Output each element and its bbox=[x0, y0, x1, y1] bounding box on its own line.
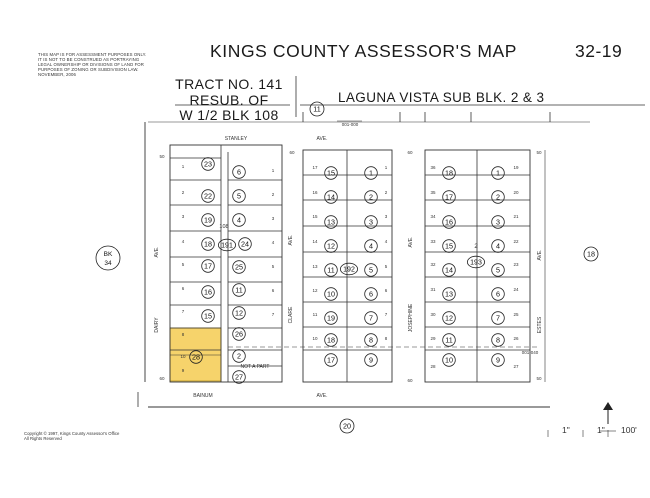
parcel-b2-right-number: 8 bbox=[369, 335, 373, 345]
lot-number: 5 bbox=[384, 264, 388, 269]
parcel-b1-left-number: 17 bbox=[204, 261, 212, 271]
parcel-b3-left-number: 16 bbox=[445, 217, 453, 227]
lot-number: 5 bbox=[271, 264, 275, 269]
scale-label: 100' bbox=[621, 425, 637, 435]
parcel-b2-right-number: 4 bbox=[369, 241, 373, 251]
lot-number: 35 bbox=[430, 190, 436, 195]
dim-label: 50 bbox=[536, 376, 542, 381]
parcel-b3-right-number: 7 bbox=[496, 313, 500, 323]
lot-number: 2 bbox=[474, 244, 478, 250]
parcel-b2-left-number: 10 bbox=[327, 289, 335, 299]
parcel-b3-right-number: 8 bbox=[496, 335, 500, 345]
parcel-b1-left-number: 22 bbox=[204, 191, 212, 201]
lot-number: 10 bbox=[180, 354, 186, 359]
parcel-b2-right-number: 6 bbox=[369, 289, 373, 299]
north-arrow-icon bbox=[603, 402, 613, 410]
parcel-b1-right-number: 12 bbox=[235, 308, 243, 318]
street-bainum: BAINUM bbox=[193, 393, 213, 399]
lot-number: 8 bbox=[384, 336, 388, 341]
lot-number: 6 bbox=[181, 286, 185, 291]
lot-number: 11 bbox=[312, 312, 318, 317]
dim-label: 60 bbox=[407, 378, 413, 383]
parcel-b3-right-number: 6 bbox=[496, 289, 500, 299]
parcel-b2-left-number: 15 bbox=[327, 168, 335, 178]
street-dairy-suffix: AVE. bbox=[154, 246, 160, 258]
lot-number: 3 bbox=[181, 214, 185, 219]
disclaimer-line: NOVEMBER, 2006 bbox=[38, 72, 76, 77]
street-estes-suffix: AVE. bbox=[537, 249, 543, 261]
street-stanley-suffix: AVE. bbox=[316, 136, 328, 142]
lot-number: 28 bbox=[430, 364, 436, 369]
street-stanley: STANLEY bbox=[224, 136, 248, 142]
lot-number: 34 bbox=[430, 214, 436, 219]
disclaimer-line: PURPOSES OF ZONING OR SUBDIVISION LAW. bbox=[38, 67, 139, 72]
scale-label: 1" bbox=[597, 425, 605, 435]
scale-label: 1" bbox=[562, 425, 570, 435]
lot-number: 14 bbox=[312, 239, 318, 244]
lot-number: 23 bbox=[513, 262, 519, 267]
dim-label: 60 bbox=[289, 150, 295, 155]
bk-label: BK bbox=[103, 251, 113, 258]
lot-number: 20 bbox=[513, 190, 519, 195]
street-clare-suffix: AVE. bbox=[288, 234, 294, 246]
dim-label: 50 bbox=[536, 150, 542, 155]
parcel-b1-right-number: 24 bbox=[241, 239, 249, 249]
parcel-b1-left-number: 18 bbox=[204, 239, 212, 249]
parcel-b2-left-number: 11 bbox=[327, 265, 335, 275]
parcel-b1-right-number: 25 bbox=[235, 262, 243, 272]
parcel-b1-right-number: 5 bbox=[237, 191, 241, 201]
parcel-b1-left-number: 15 bbox=[204, 311, 212, 321]
parcel-b3-right-number: 4 bbox=[496, 241, 500, 251]
lot-number: 10 bbox=[312, 336, 318, 341]
lot-number: 6 bbox=[384, 288, 388, 293]
lot-number: 4 bbox=[181, 239, 185, 244]
copyright-line: All Rights Reserved bbox=[24, 436, 62, 441]
parcel-b1-right-number: 11 bbox=[235, 285, 243, 295]
parcel-b3-right-number: 3 bbox=[496, 217, 500, 227]
parcel-b2-right-number: 7 bbox=[369, 313, 373, 323]
parcel-b2-right-number: 2 bbox=[369, 192, 373, 202]
disclaimer-line: LEGAL OWNERSHIP OR DIVISIONS OF LAND FOR bbox=[38, 62, 144, 67]
parcel-b3-left-number: 12 bbox=[445, 313, 453, 323]
parcel-b2-left-number: 17 bbox=[327, 355, 335, 365]
disclaimer-line: THIS MAP IS FOR ASSESSMENT PURPOSES ONLY. bbox=[38, 52, 147, 57]
tract-label bbox=[170, 77, 288, 124]
lot-number: 5 bbox=[181, 262, 185, 267]
lot-number: 8 bbox=[181, 332, 185, 337]
parcel-b2-left-number: 14 bbox=[327, 192, 335, 202]
lot-number: 31 bbox=[430, 287, 436, 292]
parcel-b3-left-number: 13 bbox=[445, 289, 453, 299]
lot-number: 3 bbox=[271, 216, 275, 221]
lot-number: 7 bbox=[271, 312, 275, 317]
lot-number: 21 bbox=[513, 214, 519, 219]
lot-number: 19 bbox=[513, 165, 519, 170]
copyright bbox=[24, 431, 119, 441]
block-108-label: 108 bbox=[219, 224, 229, 230]
lot-number: 6 bbox=[271, 288, 275, 293]
tract-line: RESUB. OF bbox=[189, 91, 269, 108]
street-estes: ESTES bbox=[537, 316, 543, 334]
map-number: 32-19 bbox=[575, 41, 623, 61]
parcel-b1-left-number: 23 bbox=[204, 159, 212, 169]
lot-number: 12 bbox=[312, 288, 318, 293]
dim-label: 60 bbox=[159, 376, 165, 381]
parcel-b3-left-number: 18 bbox=[445, 168, 453, 178]
lot-number: 7 bbox=[181, 309, 185, 314]
parcel-b2-right-number: 9 bbox=[369, 355, 373, 365]
lot-number: 29 bbox=[430, 336, 436, 341]
bk-number: 34 bbox=[104, 260, 112, 267]
parcel-191-number: 191 bbox=[221, 242, 233, 250]
dim-label: 50 bbox=[159, 154, 165, 159]
lot-number: 30 bbox=[430, 312, 436, 317]
parcel-b2-left-number: 12 bbox=[327, 241, 335, 251]
page-ref-11-number: 11 bbox=[313, 104, 321, 114]
street-bainum-suffix: AVE. bbox=[316, 393, 328, 399]
disclaimer bbox=[38, 52, 148, 77]
tract-line: W 1/2 BLK 108 bbox=[179, 107, 279, 124]
parcel-192-number: 192 bbox=[343, 266, 355, 274]
dim-label: 60 bbox=[407, 150, 413, 155]
parcel-b3-left-number: 17 bbox=[445, 192, 453, 202]
lot-number: 22 bbox=[513, 239, 519, 244]
lot-number: 3 bbox=[384, 214, 388, 219]
parcel-28-number: 28 bbox=[192, 352, 200, 362]
lot-number: 32 bbox=[430, 262, 436, 267]
parcel-b1-right-number: 26 bbox=[235, 329, 243, 339]
lot-number: 2 bbox=[181, 190, 185, 195]
parcel-b3-right-number: 9 bbox=[496, 355, 500, 365]
subdivision-title: LAGUNA VISTA SUB BLK. 2 & 3 bbox=[338, 90, 545, 105]
parcel-b2-right-number: 1 bbox=[369, 168, 373, 178]
page-ref-20-number: 20 bbox=[343, 421, 351, 431]
parcel-b3-right-number: 5 bbox=[496, 265, 500, 275]
parcel-b3-right-number: 2 bbox=[496, 192, 500, 202]
lot-number: 27 bbox=[513, 364, 519, 369]
parcel-193-number: 193 bbox=[470, 259, 482, 267]
book-ref-top: 001-000 bbox=[341, 122, 359, 127]
parcel-b3-right-number: 1 bbox=[496, 168, 500, 178]
lot-number: 33 bbox=[430, 239, 436, 244]
lot-number: 15 bbox=[312, 214, 318, 219]
lot-number: 1 bbox=[271, 168, 275, 173]
lot-number: 13 bbox=[312, 264, 318, 269]
parcel-b3-left-number: 15 bbox=[445, 241, 453, 251]
parcel-b1-right-number: 6 bbox=[237, 167, 241, 177]
not-a-part-label: NOT A PART bbox=[240, 364, 270, 370]
parcel-b3-left-number: 14 bbox=[445, 265, 453, 275]
lot-number: 26 bbox=[513, 336, 519, 341]
book-ref-right: 001-040 bbox=[521, 350, 539, 355]
parcel-b1-right-number: 2 bbox=[237, 351, 241, 361]
lot-number: 9 bbox=[181, 368, 185, 373]
parcel-b2-left-number: 19 bbox=[327, 313, 335, 323]
parcel-b1-left-number: 19 bbox=[204, 215, 212, 225]
lot-number: 1 bbox=[384, 165, 388, 170]
lot-number: 24 bbox=[513, 287, 519, 292]
parcel-b2-left-number: 13 bbox=[327, 217, 335, 227]
parcel-b1-right-number: 27 bbox=[235, 372, 243, 382]
page-ref-18-number: 18 bbox=[587, 249, 595, 259]
parcel-b1-left-number: 16 bbox=[204, 287, 212, 297]
lot-number: 7 bbox=[384, 312, 388, 317]
lot-number: 2 bbox=[271, 192, 275, 197]
street-josephine: JOSEPHINE bbox=[408, 303, 414, 333]
street-clare: CLARE bbox=[288, 306, 294, 324]
parcel-b2-right-number: 5 bbox=[369, 265, 373, 275]
parcel-b2-left-number: 18 bbox=[327, 335, 335, 345]
disclaimer-line: IT IS NOT TO BE CONSTRUED AS PORTRAYING bbox=[38, 57, 140, 62]
copyright-line: Copyright © 1997, Kings County Assessor's Office bbox=[24, 431, 120, 436]
parcel-b2-right-number: 3 bbox=[369, 217, 373, 227]
lot-number: 36 bbox=[430, 165, 436, 170]
parcel-b3-left-number: 11 bbox=[445, 335, 453, 345]
lot-number: 25 bbox=[513, 312, 519, 317]
lot-number: 2 bbox=[384, 190, 388, 195]
lot-number: 4 bbox=[384, 239, 388, 244]
street-dairy: DAIRY bbox=[154, 317, 160, 333]
lot-number: 4 bbox=[271, 240, 275, 245]
parcel-b1-right-number: 4 bbox=[237, 215, 241, 225]
lot-number: 1 bbox=[181, 164, 185, 169]
tract-line: TRACT NO. 141 bbox=[175, 76, 283, 92]
lot-number: 17 bbox=[312, 165, 318, 170]
parcel-b3-left-number: 10 bbox=[445, 355, 453, 365]
lot-number: 16 bbox=[312, 190, 318, 195]
map-title: KINGS COUNTY ASSESSOR'S MAP bbox=[210, 41, 518, 61]
street-josephine-suffix: AVE. bbox=[408, 236, 414, 248]
